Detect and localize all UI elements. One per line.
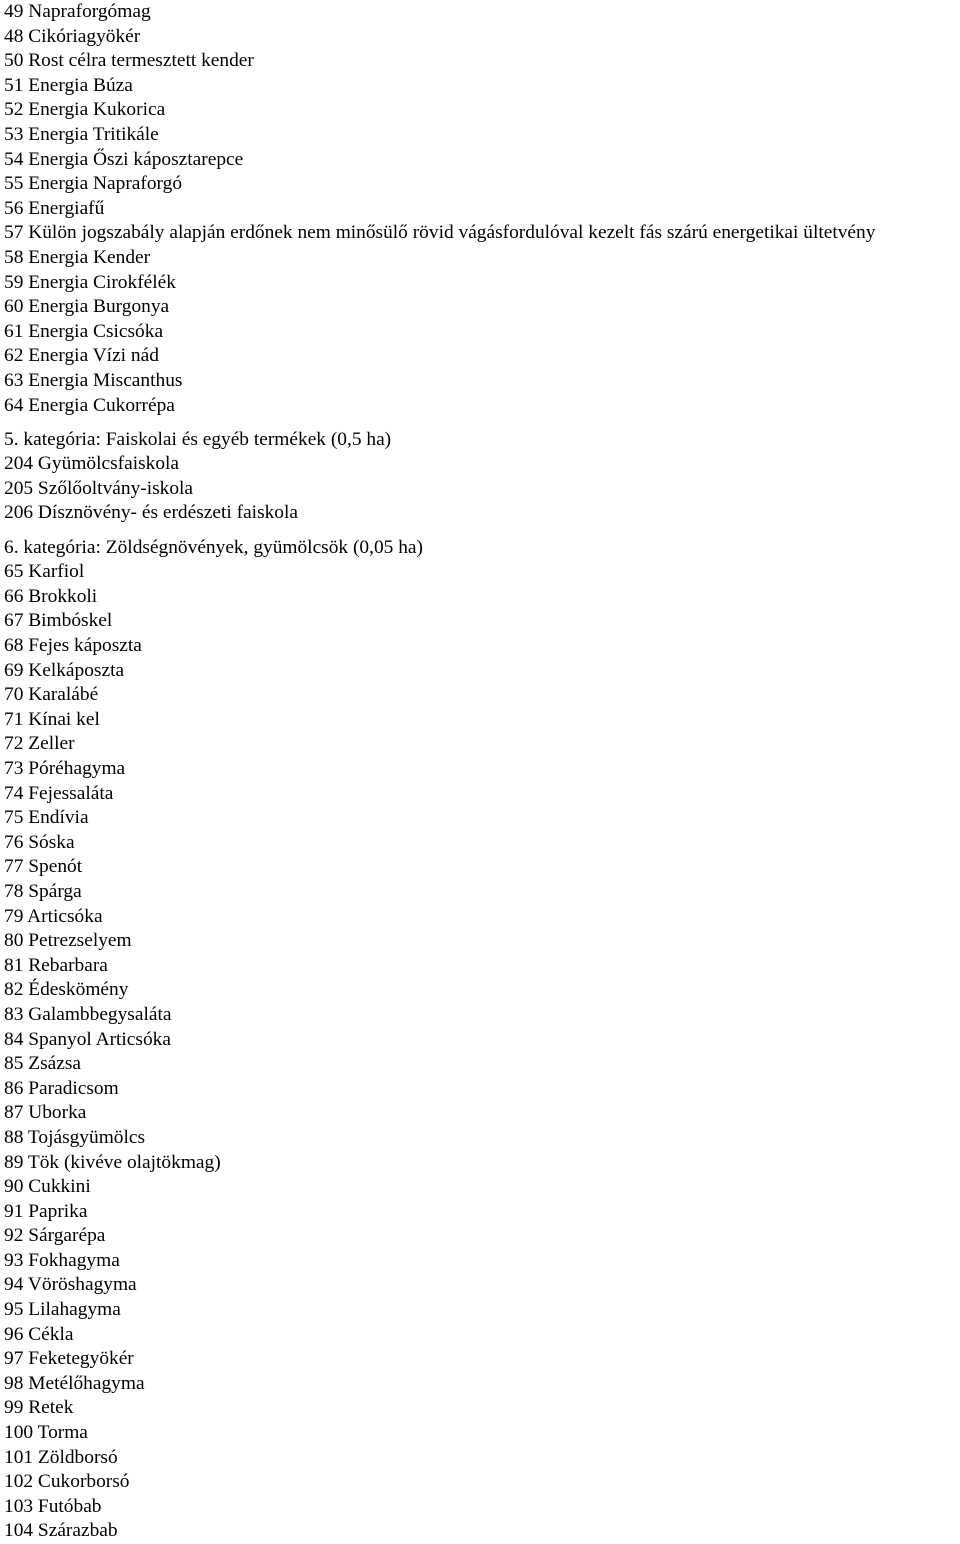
list-item: 90 Cukkini (4, 1176, 91, 1198)
section-6-heading: 6. kategória: Zöldségnövények, gyümölcsök (0,05 ha) (4, 536, 423, 558)
list-item: 101 Zöldborsó (4, 1446, 118, 1468)
list-item: 70 Karalábé (4, 684, 99, 706)
list-item: 92 Sárgarépa (4, 1225, 106, 1247)
list-item: 55 Energia Napraforgó (4, 173, 183, 195)
list-item: 77 Spenót (4, 856, 83, 878)
list-item: 87 Uborka (4, 1102, 87, 1124)
list-item: 59 Energia Cirokfélék (4, 271, 176, 293)
list-item: 58 Energia Kender (4, 246, 151, 268)
list-item: 98 Metélőhagyma (4, 1372, 145, 1394)
list-item: 65 Karfiol (4, 561, 85, 583)
list-item: 67 Bimbóskel (4, 610, 113, 632)
list-item: 57 Külön jogszabály alapján erdőnek nem minősülő rövid vágásfordulóval kezelt fás szárú energetikai ültetvény (4, 222, 876, 244)
list-item: 93 Fokhagyma (4, 1249, 120, 1271)
list-item: 71 Kínai kel (4, 708, 100, 730)
list-item: 74 Fejessaláta (4, 782, 114, 804)
list-item: 68 Fejes káposzta (4, 635, 142, 657)
list-item: 48 Cikóriagyökér (4, 25, 141, 47)
list-item: 94 Vöröshagyma (4, 1274, 137, 1296)
list-item: 99 Retek (4, 1397, 74, 1419)
list-item: 52 Energia Kukorica (4, 99, 166, 121)
document-page (4, 0, 960, 1544)
list-item: 75 Endívia (4, 807, 89, 829)
list-item: 54 Energia Őszi káposztarepce (4, 148, 244, 170)
list-item: 104 Szárazbab (4, 1520, 118, 1542)
list-item: 49 Napraforgómag (4, 1, 151, 22)
list-item: 69 Kelkáposzta (4, 659, 125, 681)
list-item: 85 Zsázsa (4, 1053, 81, 1075)
list-item: 88 Tojásgyümölcs (4, 1126, 146, 1148)
list-item: 83 Galambbegysaláta (4, 1003, 172, 1025)
list-item: 79 Articsóka (4, 905, 103, 927)
list-item: 63 Energia Miscanthus (4, 369, 183, 391)
section-6 (4, 536, 960, 1544)
list-item: 73 Póréhagyma (4, 758, 126, 779)
list-item: 61 Energia Csicsóka (4, 320, 164, 342)
section-4-list (4, 0, 960, 418)
section-spacer (4, 526, 960, 536)
list-item: 89 Tök (kivéve olajtökmag) (4, 1151, 221, 1173)
list-item: 86 Paradicsom (4, 1077, 119, 1099)
list-item: 62 Energia Vízi nád (4, 345, 159, 367)
list-item: 80 Petrezselyem (4, 930, 132, 952)
list-item: 72 Zeller (4, 733, 75, 755)
list-item: 53 Energia Tritikále (4, 123, 159, 145)
list-item: 82 Édeskömény (4, 979, 129, 1001)
list-item: 91 Paprika (4, 1200, 88, 1222)
list-item: 96 Cékla (4, 1323, 74, 1345)
list-item: 103 Futóbab (4, 1495, 102, 1517)
list-item: 97 Feketegyökér (4, 1348, 134, 1370)
list-item: 84 Spanyol Articsóka (4, 1028, 171, 1050)
list-item: 51 Energia Búza (4, 74, 133, 96)
list-item: 204 Gyümölcsfaiskola (4, 453, 180, 475)
list-item: 66 Brokkoli (4, 585, 98, 607)
section-spacer (4, 418, 960, 428)
list-item: 50 Rost célra termesztett kender (4, 50, 254, 72)
list-item: 56 Energiafű (4, 197, 105, 219)
list-item: 205 Szőlőoltvány-iskola (4, 477, 194, 499)
section-5-heading: 5. kategória: Faiskolai és egyéb termékek (0,5 ha) (4, 428, 392, 450)
list-item: 206 Dísznövény- és erdészeti faiskola (4, 502, 298, 524)
list-item: 78 Spárga (4, 880, 82, 902)
list-item: 76 Sóska (4, 831, 75, 853)
list-item: 102 Cukorborsó (4, 1471, 130, 1493)
list-item: 100 Torma (4, 1422, 88, 1444)
section-5 (4, 428, 960, 526)
list-item: 64 Energia Cukorrépa (4, 394, 175, 416)
list-item: 81 Rebarbara (4, 954, 108, 976)
list-item: 60 Energia Burgonya (4, 296, 170, 318)
list-item: 95 Lilahagyma (4, 1299, 121, 1321)
